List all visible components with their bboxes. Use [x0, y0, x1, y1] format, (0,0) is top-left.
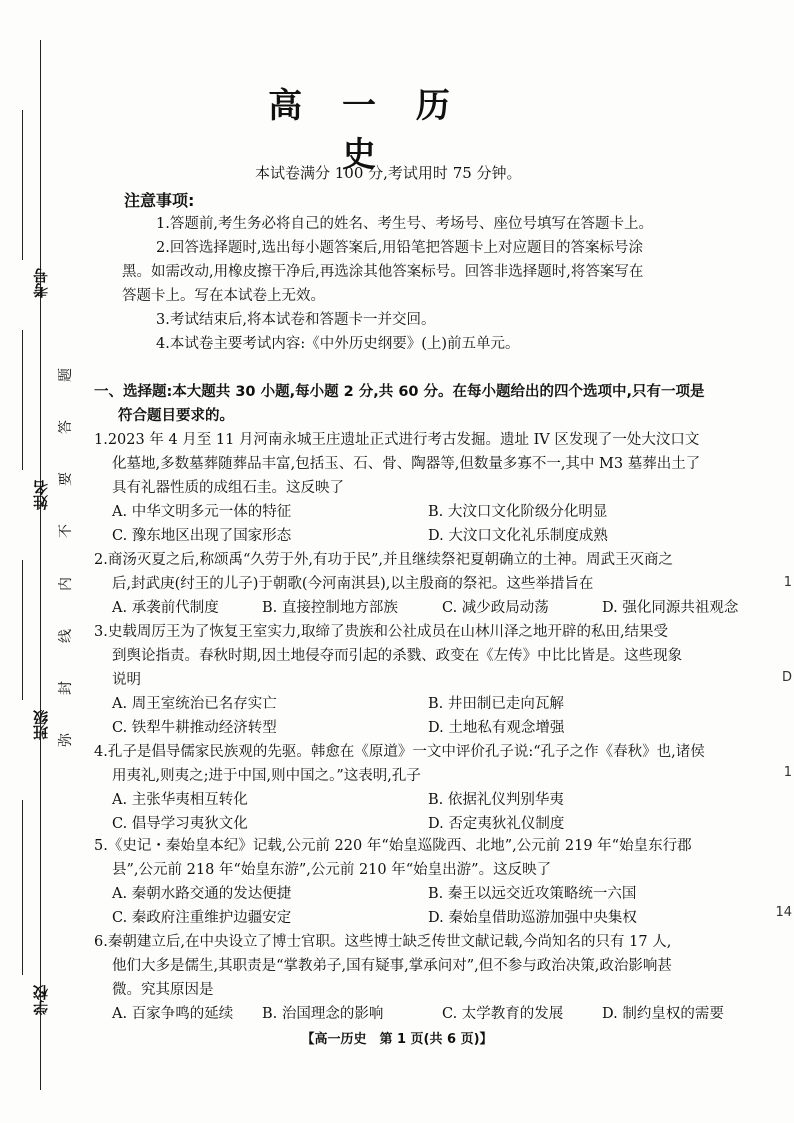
- question-line: 县”,公元前 218 年“始皇东游”,公元前 210 年“始皇出游”。这反映了: [112, 862, 552, 878]
- option-d[interactable]: D. 土地私有观念增强: [428, 720, 565, 736]
- field-label-name: 姓名: [32, 480, 50, 510]
- exam-number-blank[interactable]: [22, 110, 23, 260]
- option-b[interactable]: B. 治国理念的影响: [262, 1006, 384, 1022]
- option-c[interactable]: C. 减少政局动荡: [442, 600, 549, 616]
- question-line: 1.2023 年 4 月至 11 月河南永城王庄遗址正式进行考古发掘。遗址 IV 区发现了一处大汶口文: [94, 432, 700, 448]
- question-line: 4.孔子是倡导儒家民族观的先驱。韩愈在《原道》一文中评价孔子说:“孔子之作《春秋》也,诸侯: [94, 744, 705, 760]
- section-heading-line: 一、选择题:本大题共 30 小题,每小题 2 分,共 60 分。在每小题给出的四个选项中,只有一项是: [94, 384, 705, 400]
- option-d[interactable]: D. 制约皇权的需要: [602, 1006, 724, 1022]
- seal-char: 弥: [58, 732, 74, 747]
- page-title: 高 一 历 史: [268, 86, 464, 175]
- options: [94, 788, 744, 836]
- question-line: 具有礼器性质的成组石圭。这反映了: [112, 480, 344, 496]
- field-label-class: 班级: [32, 710, 50, 740]
- option-b[interactable]: B. 大汶口文化阶级分化明显: [428, 504, 608, 520]
- question-line: 化墓地,多数墓葬随葬品丰富,包括玉、石、骨、陶器等,但数量多寡不一,其中 M3 墓葬出土了: [112, 456, 701, 472]
- option-c[interactable]: C. 豫东地区出现了国家形态: [112, 528, 292, 544]
- question-line: 5.《史记・秦始皇本纪》记载,公元前 220 年“始皇巡陇西、北地”,公元前 219 年“始皇东行郡: [94, 838, 692, 854]
- question-1: [94, 428, 744, 548]
- question-line: 3.史载周厉王为了恢复王室实力,取缔了贵族和公社成员在山林川泽之地开辟的私田,结果受: [94, 624, 669, 640]
- school-blank[interactable]: [22, 800, 23, 975]
- question-line: 6.秦朝建立后,在中央设立了博士官职。这些博士缺乏传世文献记载,今尚知名的只有 17 人,: [94, 934, 672, 950]
- seal-char: 不: [58, 524, 74, 539]
- option-d[interactable]: D. 强化同源共祖观念: [602, 600, 739, 616]
- option-c[interactable]: C. 秦政府注重维护边疆安定: [112, 910, 292, 926]
- option-b[interactable]: B. 井田制已走向瓦解: [428, 696, 564, 712]
- seal-line-notice: [58, 365, 72, 750]
- option-b[interactable]: B. 依据礼仪判别华夷: [428, 792, 564, 808]
- options: [94, 500, 744, 548]
- question-2: [94, 548, 744, 620]
- option-d[interactable]: D. 秦始皇借助巡游加强中央集权: [428, 910, 637, 926]
- option-a[interactable]: A. 主张华夷相互转化: [112, 792, 248, 808]
- class-blank[interactable]: [22, 560, 23, 700]
- seal-char: 要: [58, 472, 74, 487]
- question-line: 到舆论指责。春秋时期,因土地侵夺而引起的杀戮、政变在《左传》中比比皆是。这些现象: [112, 648, 683, 664]
- option-c[interactable]: C. 铁犁牛耕推动经济转型: [112, 720, 277, 736]
- notice-item: 答题卡上。写在本试卷上无效。: [122, 288, 325, 304]
- question-5: [94, 834, 744, 930]
- seal-char: 题: [58, 368, 74, 382]
- question-line: 微。究其原因是: [112, 982, 214, 998]
- question-line: 说明: [112, 672, 141, 688]
- option-a[interactable]: A. 周王室统治已名存实亡: [112, 696, 277, 712]
- options: [94, 692, 744, 740]
- binding-line: [40, 40, 41, 1090]
- edge-mark: D: [781, 670, 792, 685]
- field-label-school: 学校: [32, 985, 50, 1015]
- question-line: 用夷礼,则夷之;进于中国,则中国之。”这表明,孔子: [112, 768, 421, 784]
- options: [94, 596, 744, 620]
- field-label-exam-number: 考号: [32, 268, 50, 298]
- option-d[interactable]: D. 否定夷狄礼仪制度: [428, 816, 565, 832]
- options: [94, 882, 744, 930]
- question-4: [94, 740, 744, 836]
- edge-mark: 14: [775, 905, 792, 920]
- option-a[interactable]: A. 百家争鸣的延续: [112, 1006, 234, 1022]
- section-heading-line: 符合题目要求的。: [118, 408, 234, 424]
- seal-char: 内: [58, 576, 74, 591]
- seal-char: 线: [58, 628, 74, 643]
- option-c[interactable]: C. 倡导学习夷狄文化: [112, 816, 248, 832]
- option-a[interactable]: A. 中华文明多元一体的特征: [112, 504, 292, 520]
- question-3: [94, 620, 744, 740]
- notice-item: 4.本试卷主要考试内容:《中外历史纲要》(上)前五单元。: [156, 336, 520, 352]
- option-d[interactable]: D. 大汶口文化礼乐制度成熟: [428, 528, 608, 544]
- exam-meta: 本试卷满分 100 分,考试用时 75 分钟。: [255, 164, 522, 182]
- notice-item: 2.回答选择题时,选出每小题答案后,用铅笔把答题卡上对应题目的答案标号涂: [156, 240, 644, 256]
- edge-mark: 1: [783, 765, 792, 780]
- edge-mark: 1: [783, 575, 792, 590]
- seal-char: 答: [58, 420, 74, 435]
- question-line: 2.商汤灭夏之后,称颂禹“久劳于外,有功于民”,并且继续祭祀夏朝确立的土神。周武王灭商之: [94, 552, 673, 568]
- notice-item: 1.答题前,考生务必将自己的姓名、考生号、考场号、座位号填写在答题卡上。: [156, 216, 653, 232]
- option-a[interactable]: A. 承袭前代制度: [112, 600, 219, 616]
- notice-item: 3.考试结束后,将本试卷和答题卡一并交回。: [156, 312, 436, 328]
- seal-char: 封: [58, 680, 74, 695]
- question-line: 他们大多是儒生,其职责是“掌教弟子,国有疑事,掌承问对”,但不参与政治决策,政治影响甚: [112, 958, 672, 974]
- section-heading: [94, 380, 744, 428]
- binding-strip: [0, 0, 90, 1123]
- notice-item: 黑。如需改动,用橡皮擦干净后,再选涂其他答案标号。回答非选择题时,将答案写在: [122, 264, 644, 280]
- question-line: 后,封武庚(纣王的儿子)于朝歌(今河南淇县),以主殷商的祭祀。这些举措旨在: [112, 576, 594, 592]
- page-footer: 【高一历史 第 1 页(共 6 页)】: [301, 1032, 493, 1047]
- name-blank[interactable]: [22, 330, 23, 470]
- notice-body: [122, 212, 722, 356]
- option-c[interactable]: C. 太学教育的发展: [442, 1006, 564, 1022]
- option-a[interactable]: A. 秦朝水路交通的发达便捷: [112, 886, 292, 902]
- notice-heading: 注意事项:: [124, 191, 195, 210]
- option-b[interactable]: B. 秦王以远交近攻策略统一六国: [428, 886, 637, 902]
- options: [94, 1002, 744, 1026]
- question-6: [94, 930, 744, 1026]
- option-b[interactable]: B. 直接控制地方部族: [262, 600, 398, 616]
